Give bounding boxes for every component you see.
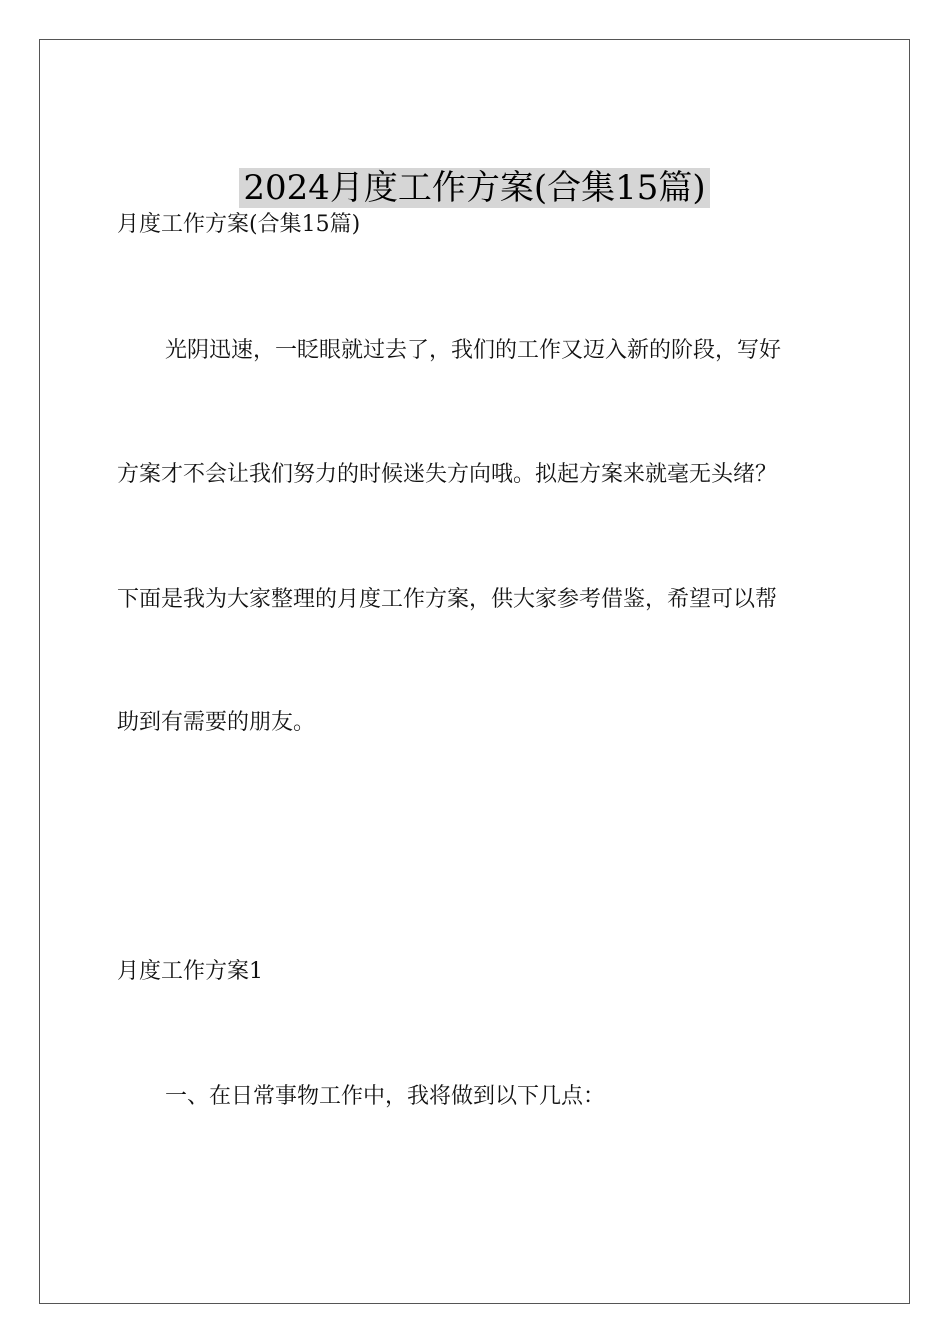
intro-line-4: 助到有需要的朋友。 [117,710,316,735]
intro-line-3: 下面是我为大家整理的月度工作方案，供大家参考借鉴，希望可以帮 [117,587,778,612]
document-subtitle: 月度工作方案(合集15篇) [117,212,361,237]
document-title [40,168,909,208]
intro-line-2: 方案才不会让我们努力的时候迷失方向哦。拟起方案来就毫无头绪？ [117,462,778,487]
intro-line-1: 光阴迅速，一眨眼就过去了，我们的工作又迈入新的阶段，写好 [165,338,782,363]
section-heading: 月度工作方案1 [117,959,263,984]
document-page [39,39,910,1304]
section-first-line: 一、在日常事物工作中，我将做到以下几点： [165,1084,606,1109]
document-title-text: 2024月度工作方案(合集15篇) [239,168,709,208]
